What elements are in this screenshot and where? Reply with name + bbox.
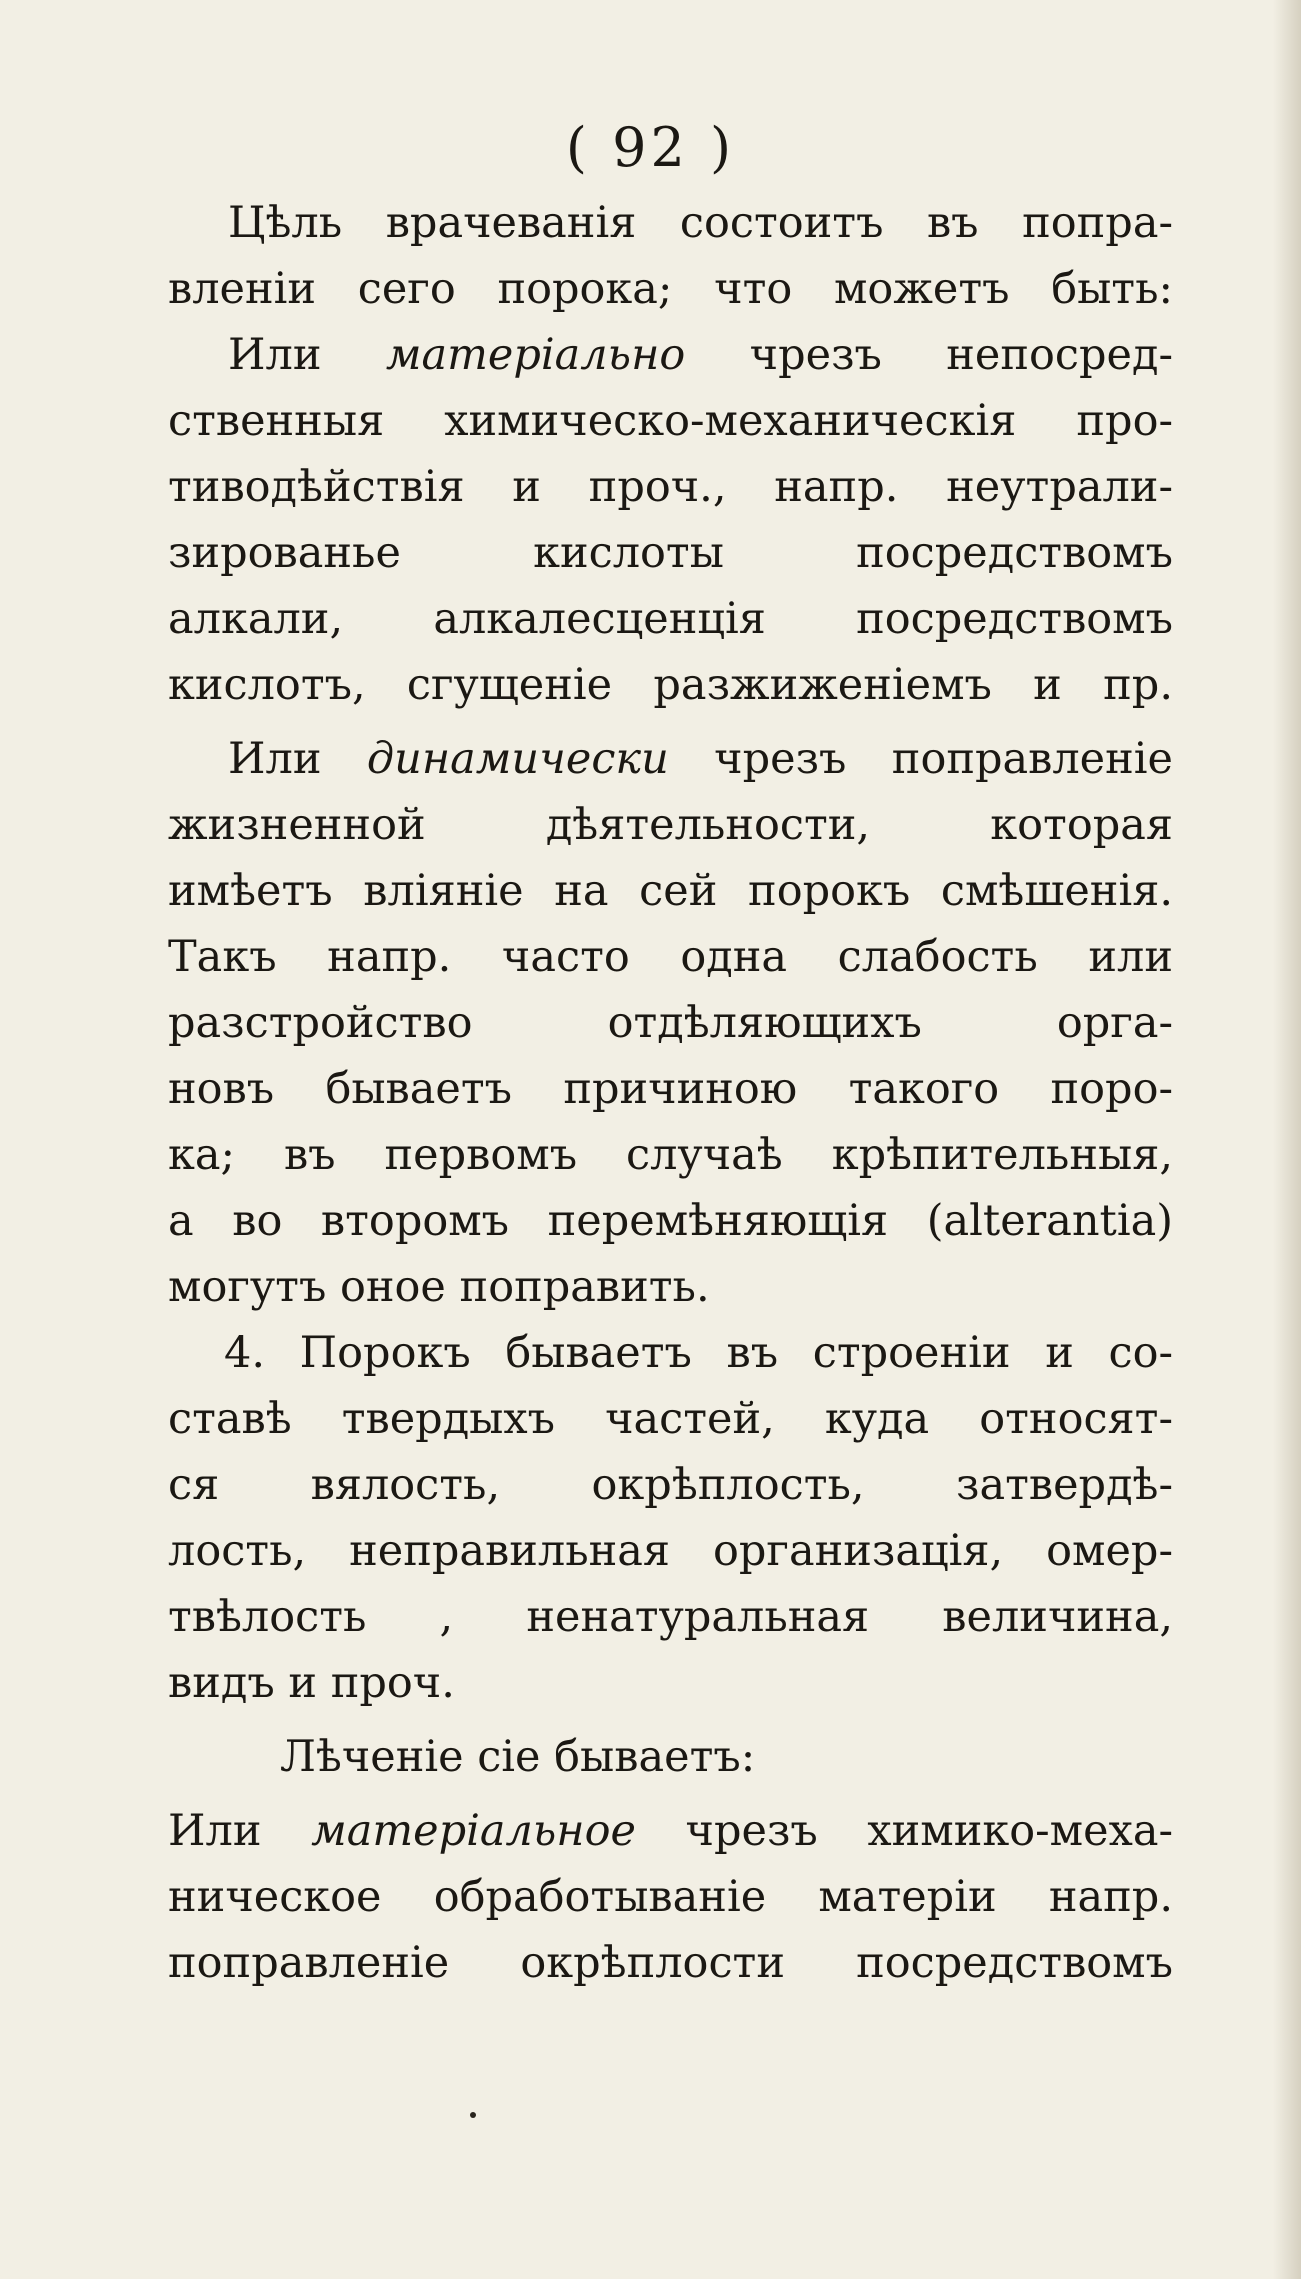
text-line: твѣлость , ненатуральная величина, — [168, 1592, 1173, 1642]
emphasis-text: динамически — [366, 734, 669, 784]
text-line: алкали, алкалесценція посредствомъ — [168, 594, 1173, 644]
body-text — [168, 190, 1173, 1996]
text-line: Или матеріальное чрезъ химико-меха- — [168, 1806, 1173, 1856]
page-edge-shadow — [1273, 0, 1301, 2279]
page-number: ( 92 ) — [565, 116, 736, 179]
text-line: зированье кислоты посредствомъ — [168, 528, 1173, 578]
emphasis-text: матеріальное — [311, 1806, 636, 1856]
section-heading: Лѣченіе сіе бываетъ: — [280, 1732, 756, 1782]
text-line: вленіи сего порока; что можетъ быть: — [168, 264, 1173, 314]
text-line: 4. Порокъ бываетъ въ строеніи и со- — [224, 1328, 1173, 1378]
text-line: имѣетъ вліяніе на сей порокъ смѣшенія. — [168, 866, 1173, 916]
text-line: кислотъ, сгущеніе разжиженіемъ и пр. — [168, 660, 1173, 710]
text-line: поправленіе окрѣплости посредствомъ — [168, 1938, 1173, 1988]
text-line: Такъ напр. часто одна слабость или — [168, 932, 1173, 982]
text-line: ническое обработываніе матеріи напр. — [168, 1872, 1173, 1922]
text-line: разстройство отдѣляющихъ орга- — [168, 998, 1173, 1048]
emphasis-text: матеріально — [385, 330, 686, 380]
ink-speck — [470, 2112, 476, 2118]
text-line: ся вялость, окрѣплость, затвердѣ- — [168, 1460, 1173, 1510]
text-line: видъ и проч. — [168, 1658, 455, 1708]
text-line: Цѣль врачеванія состоитъ въ попра- — [228, 198, 1173, 248]
text-line: лость, неправильная организація, омер- — [168, 1526, 1173, 1576]
text-line: ка; въ первомъ случаѣ крѣпительныя, — [168, 1130, 1173, 1180]
text-line: Или динамически чрезъ поправленіе — [228, 734, 1173, 784]
text-line: жизненной дѣятельности, которая — [168, 800, 1173, 850]
text-line: ственныя химическо-механическія про- — [168, 396, 1173, 446]
text-line: могутъ оное поправить. — [168, 1262, 710, 1312]
text-line: Или матеріально чрезъ непосред- — [228, 330, 1173, 380]
text-line: новъ бываетъ причиною такого поро- — [168, 1064, 1173, 1114]
text-line: а во второмъ перемѣняющія (alterantia) — [168, 1196, 1173, 1246]
text-line: тиводѣйствія и проч., напр. неутрали- — [168, 462, 1173, 512]
text-line: ставѣ твердыхъ частей, куда относят- — [168, 1394, 1173, 1444]
